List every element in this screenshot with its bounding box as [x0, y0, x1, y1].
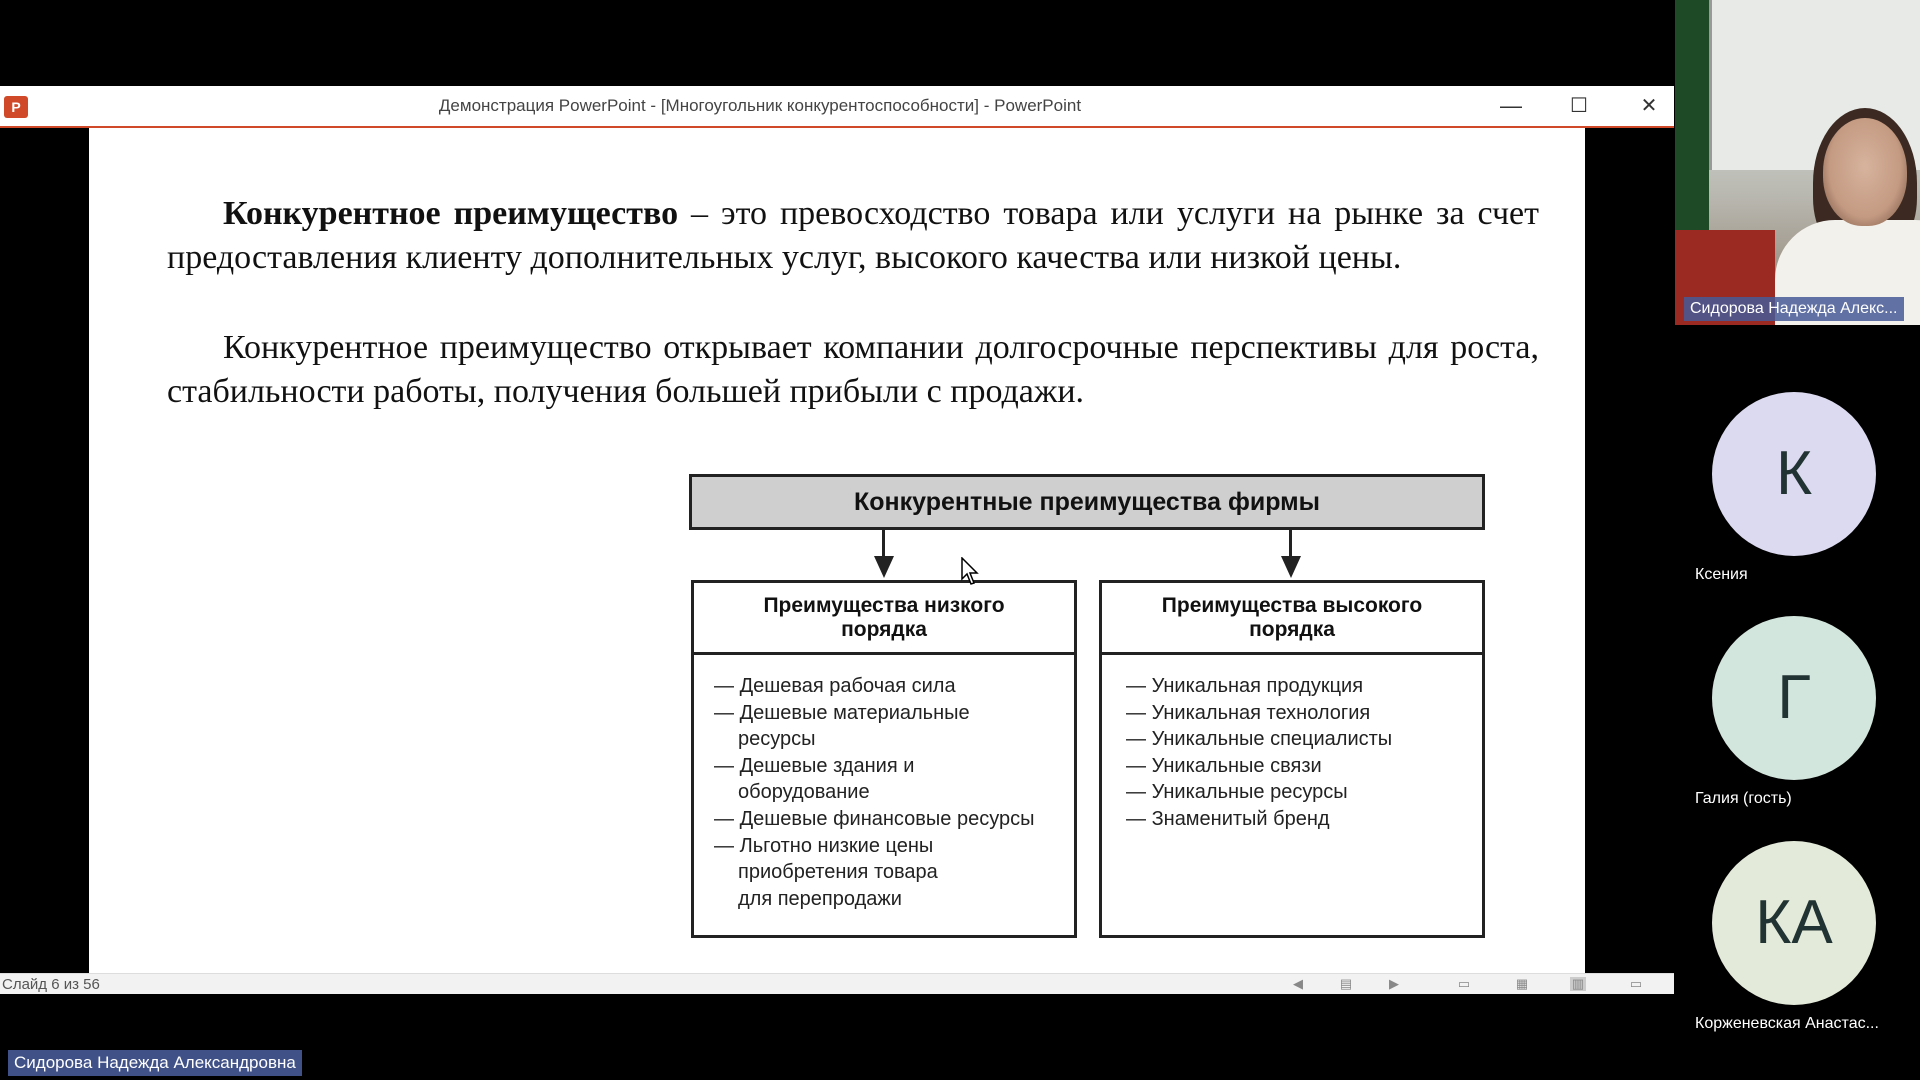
list-item: — Знаменитый бренд	[1126, 806, 1482, 833]
avatar: Г	[1712, 616, 1876, 780]
right-arrow-icon	[1281, 556, 1301, 578]
participant-tile[interactable]	[1675, 616, 1920, 836]
normal-view-icon[interactable]: ▭	[1457, 976, 1471, 991]
powerpoint-window	[0, 86, 1674, 994]
list-item: — Дешевые материальные ресурсы	[714, 700, 988, 753]
close-button[interactable]: ✕	[1640, 95, 1658, 117]
presenter-name-tag: Сидорова Надежда Алекс...	[1684, 297, 1904, 321]
low-order-box	[691, 580, 1077, 938]
left-arrow-icon	[874, 556, 894, 578]
participant-name: Ксения	[1695, 566, 1748, 583]
participant-name: Галия (гость)	[1695, 790, 1792, 807]
definition-paragraph	[167, 192, 1539, 280]
title-bar	[0, 86, 1674, 128]
participant-name: Корженевская Анастас...	[1695, 1015, 1879, 1032]
left-arrow-line	[882, 530, 885, 558]
list-item: — Уникальные ресурсы	[1126, 779, 1482, 806]
advantages-diagram	[689, 474, 1489, 973]
list-item: — Уникальные связи	[1126, 753, 1482, 780]
status-bar	[0, 973, 1674, 994]
window-title: Демонстрация PowerPoint - [Многоугольник конкурентоспособности] - PowerPoint	[438, 96, 1082, 115]
list-item: — Льготно низкие цены приобретения товара для перепродажи	[714, 833, 968, 913]
high-order-title	[1102, 583, 1482, 655]
slide-area	[0, 128, 1674, 973]
participant-tile[interactable]	[1675, 841, 1920, 1061]
slideshow-view-icon[interactable]: ▭	[1629, 976, 1643, 991]
next-slide-icon[interactable]: ▶	[1389, 976, 1399, 991]
second-paragraph: Конкурентное преимущество открывает компании долгосрочные перспективы для роста, стабильности работы, получения большей прибыли с продажи.	[167, 329, 1539, 410]
low-order-title	[694, 583, 1074, 655]
slide[interactable]	[89, 128, 1585, 973]
term-bold: Конкурентное преимущество	[223, 195, 679, 232]
slide-sorter-icon[interactable]: ▦	[1515, 976, 1529, 991]
maximize-button[interactable]: ☐	[1570, 95, 1588, 117]
slide-counter: Слайд 6 из 56	[2, 976, 100, 993]
previous-slide-icon[interactable]: ◀	[1293, 976, 1303, 991]
high-order-list	[1102, 655, 1482, 833]
right-arrow-line	[1289, 530, 1292, 558]
list-item: — Дешевые здания и оборудование	[714, 753, 948, 806]
list-item: — Дешевые финансовые ресурсы	[714, 806, 1074, 833]
list-item: — Уникальная технология	[1126, 700, 1482, 727]
presenter-video[interactable]	[1675, 0, 1920, 325]
powerpoint-icon: P	[4, 96, 28, 118]
slide-menu-icon[interactable]: ▤	[1339, 976, 1353, 991]
presenter-face	[1823, 118, 1907, 226]
list-item: — Уникальные специалисты	[1126, 726, 1482, 753]
minimize-button[interactable]: —	[1500, 93, 1522, 118]
definition-text: – это превосходство товара или услуги на рынке за счет предоставления клиенту дополнительных услуг, высокого качества или низкой цены.	[167, 195, 1539, 276]
list-item: — Уникальная продукция	[1126, 673, 1482, 700]
mouse-cursor-icon	[961, 557, 983, 587]
reading-view-icon[interactable]: ▥	[1571, 976, 1585, 991]
low-order-list	[694, 655, 1074, 912]
high-order-title-text: Преимущества высокого порядка	[1161, 594, 1423, 641]
screen-share-presenter-tag: Сидорова Надежда Александровна	[8, 1050, 302, 1076]
low-order-title-text: Преимущества низкого порядка	[763, 594, 1005, 641]
participant-tile[interactable]	[1675, 392, 1920, 612]
avatar: К	[1712, 392, 1876, 556]
high-order-box	[1099, 580, 1485, 938]
diagram-header: Конкурентные преимущества фирмы	[689, 474, 1485, 530]
list-item: — Дешевая рабочая сила	[714, 673, 1074, 700]
avatar: КА	[1712, 841, 1876, 1005]
